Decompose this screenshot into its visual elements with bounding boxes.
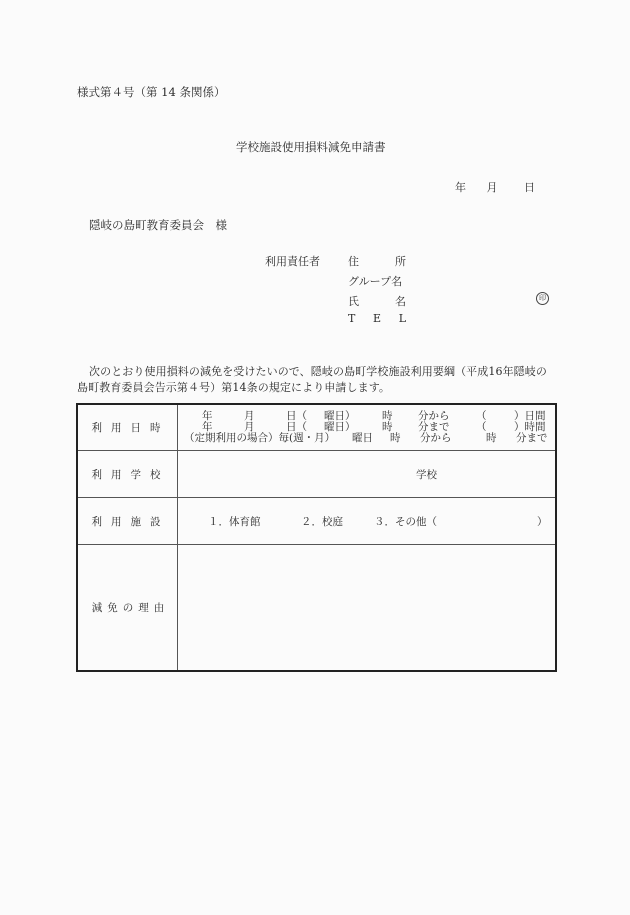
dt-paren-open: （ <box>476 410 487 422</box>
address-label <box>348 253 406 269</box>
dt-minute-until: 分まで <box>418 421 450 433</box>
date-month-label: 月 <box>486 181 498 194</box>
dt-minute-from: 分から <box>420 432 452 444</box>
dt-day: 日（ <box>286 410 307 422</box>
facility-options <box>178 514 555 529</box>
address-label-char: 所 <box>395 255 406 268</box>
usage-school-value[interactable]: 学校 <box>178 451 557 498</box>
facility-other-close-paren: ） <box>537 515 548 528</box>
application-table <box>76 403 557 672</box>
facility-option-schoolyard[interactable]: ２．校庭 <box>301 515 343 528</box>
table-row-usage-datetime <box>77 404 556 451</box>
usage-school-label: 利用学校 <box>77 451 178 498</box>
address-label-char: 住 <box>348 255 359 268</box>
dt-minute-from: 分から <box>418 410 450 422</box>
applicant-tel-field[interactable] <box>348 312 406 325</box>
dt-month: 月 <box>244 421 255 433</box>
usage-facility-label: 利用施設 <box>77 498 178 545</box>
name-label <box>348 293 406 309</box>
document-title: 学校施設使用損料減免申請書 <box>236 140 386 154</box>
exemption-reason-label: 減免の理由 <box>77 545 178 672</box>
applicant-group-field[interactable] <box>348 273 402 289</box>
dt-days-count: ）日間 <box>514 410 546 422</box>
table-row-usage-school <box>77 451 556 498</box>
datetime-line-start <box>178 411 555 422</box>
intro-paragraph: 次のとおり使用損料の減免を受けたいので、隠岐の島町学校施設利用要綱（平成16年隠岐の島町教育委員会告示第４号）第14条の規定により申請します。 <box>77 365 547 394</box>
dt-hours-count: ）時間 <box>514 421 546 433</box>
facility-option-other[interactable]: ３．その他（ <box>374 515 437 528</box>
tel-label-char: L <box>398 312 406 325</box>
dt-paren-open: （ <box>476 421 487 433</box>
tel-label-char: E <box>373 312 382 325</box>
usage-datetime-value[interactable] <box>178 404 557 451</box>
applicant-name-field[interactable] <box>348 293 406 309</box>
applicant-address-field[interactable] <box>348 253 406 269</box>
dt-month: 月 <box>244 410 255 422</box>
table-row-usage-facility <box>77 498 556 545</box>
exemption-reason-value[interactable] <box>178 545 557 672</box>
usage-facility-value[interactable] <box>178 498 557 545</box>
name-label-char: 氏 <box>348 295 359 308</box>
application-date <box>455 179 535 195</box>
dt-year: 年 <box>202 410 213 422</box>
dt-weekday: 曜日 <box>352 432 373 444</box>
form-number: 様式第４号（第 14 条関係） <box>77 85 226 99</box>
dt-year: 年 <box>202 421 213 433</box>
seal-icon: 印 <box>536 292 549 305</box>
dt-minute-until: 分まで <box>516 432 548 444</box>
table-row-exemption-reason <box>77 545 556 672</box>
dt-day: 日（ <box>286 421 307 433</box>
dt-regular-label: （定期利用の場合）毎(週・月） <box>184 432 336 444</box>
facility-option-gym[interactable]: １．体育館 <box>208 515 261 528</box>
tel-label <box>348 312 406 325</box>
group-name-label: グループ名 <box>348 275 403 288</box>
datetime-line-regular <box>178 433 555 444</box>
usage-datetime-label: 利用日時 <box>77 404 178 451</box>
dt-hour: 時 <box>382 421 393 433</box>
dt-hour: 時 <box>382 410 393 422</box>
date-year-label: 年 <box>455 181 466 194</box>
dt-hour: 時 <box>486 432 497 444</box>
dt-weekday: 曜日） <box>324 410 356 422</box>
date-day-label: 日 <box>524 181 535 194</box>
tel-label-char: T <box>348 312 356 325</box>
dt-hour: 時 <box>390 432 401 444</box>
dt-weekday: 曜日） <box>324 421 356 433</box>
applicant-role-label: 利用責任者 <box>265 255 320 268</box>
addressee: 隠岐の島町教育委員会 様 <box>89 218 227 232</box>
name-label-char: 名 <box>395 295 406 308</box>
